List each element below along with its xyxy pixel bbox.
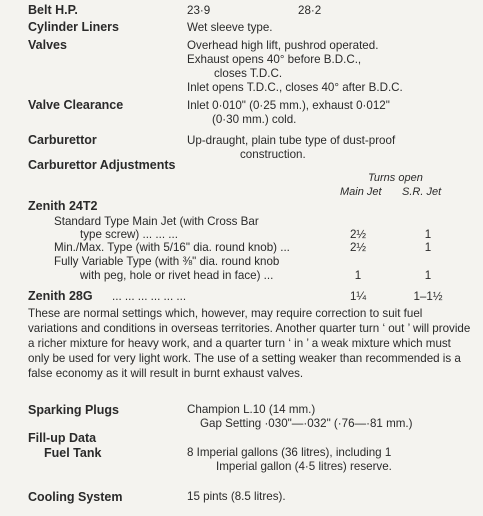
- belt-hp-label: Belt H.P.: [28, 3, 78, 17]
- sr-jet-heading: S.R. Jet: [402, 186, 442, 198]
- zenith-28g-main: 1¼: [349, 290, 367, 303]
- fuel-tank-label: Fuel Tank: [44, 446, 102, 460]
- fuel-tank-line-1: 8 Imperial gallons (36 litres), including 1: [187, 446, 392, 459]
- valves-line-1: Overhead high lift, pushrod operated.: [187, 39, 379, 52]
- zenith-row-2-sr: 1: [424, 241, 432, 254]
- valves-line-4: Inlet opens T.D.C., closes 40° after B.D.C.: [187, 81, 403, 94]
- valves-line-2: Exhaust opens 40° before B.D.C.,: [187, 53, 362, 66]
- carburettor-line-1: Up-draught, plain tube type of dust-proof: [187, 134, 396, 147]
- fuel-tank-line-2: Imperial gallon (4·5 litres) reserve.: [216, 460, 392, 473]
- carburettor-line-2: construction.: [240, 148, 306, 161]
- cooling-system-value: 15 pints (8.5 litres).: [187, 490, 286, 503]
- zenith-28g-label: Zenith 28G: [28, 289, 93, 303]
- zenith-row-3-main: 1: [354, 269, 362, 282]
- zenith-row-1-line-1: Standard Type Main Jet (with Cross Bar: [54, 215, 259, 228]
- valve-clearance-label: Valve Clearance: [28, 98, 124, 112]
- zenith-24t2-label: Zenith 24T2: [28, 199, 98, 213]
- valves-line-3: closes T.D.C.: [214, 67, 283, 80]
- zenith-28g-dots: ... ... ... ... ... ...: [112, 290, 187, 303]
- belt-hp-value-2: 28·2: [298, 4, 322, 17]
- zenith-row-3-sr: 1: [424, 269, 432, 282]
- zenith-row-2-line-1: Min./Max. Type (with 5/16" dia. round knob) ...: [54, 241, 290, 254]
- cylinder-liners-value: Wet sleeve type.: [187, 21, 273, 34]
- zenith-row-1-line-2: type screw) ... ... ...: [80, 228, 178, 241]
- zenith-28g-sr: 1–1½: [413, 290, 443, 303]
- zenith-row-3-line-2: with peg, hole or rivet head in face) ...: [80, 269, 274, 282]
- zenith-row-3-line-1: Fully Variable Type (with ⅜" dia. round knob: [54, 255, 280, 268]
- adjustment-notes: These are normal settings which, however, may require correction to suit fuel variations and conditions in overseas territories. Another quarter turn ‘ out ’ will provide a richer mixture for heavy work, and a quarter turn ‘ in ’ a weak mixture which must only be used for very light work. The use of a setting weaker than recommended is a false economy as it will result in burnt exhaust valves.: [28, 307, 471, 380]
- turns-open-heading: Turns open: [368, 172, 423, 184]
- valve-clearance-line-2: (0·30 mm.) cold.: [212, 113, 297, 126]
- valves-label: Valves: [28, 38, 67, 52]
- zenith-row-1-main: 2½: [349, 228, 367, 241]
- sparking-plugs-label: Sparking Plugs: [28, 403, 119, 417]
- valve-clearance-line-1: Inlet 0·010" (0·25 mm.), exhaust 0·012": [187, 99, 390, 112]
- carburettor-label: Carburettor: [28, 133, 97, 147]
- belt-hp-value-1: 23·9: [187, 4, 211, 17]
- cooling-system-label: Cooling System: [28, 490, 123, 504]
- carb-adjust-label: Carburettor Adjustments: [28, 158, 176, 172]
- zenith-row-1-sr: 1: [424, 228, 432, 241]
- zenith-row-2-main: 2½: [349, 241, 367, 254]
- sparking-plugs-line-2: Gap Setting ·030"—·032" (·76—·81 mm.): [200, 417, 413, 430]
- fillup-label: Fill-up Data: [28, 431, 97, 445]
- main-jet-heading: Main Jet: [340, 186, 382, 198]
- cylinder-liners-label: Cylinder Liners: [28, 20, 119, 34]
- sparking-plugs-line-1: Champion L.10 (14 mm.): [187, 403, 316, 416]
